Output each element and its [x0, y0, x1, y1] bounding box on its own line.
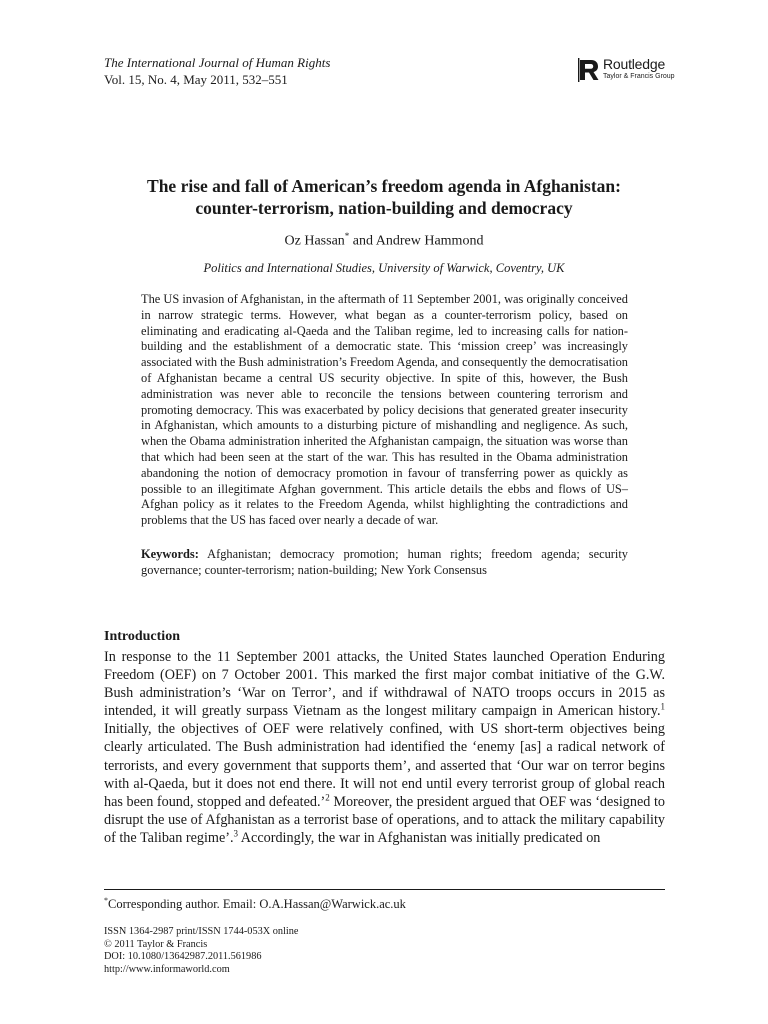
journal-title: The International Journal of Human Rights	[104, 55, 331, 70]
copyright: © 2011 Taylor & Francis	[104, 938, 208, 950]
section-heading-introduction: Introduction	[104, 629, 180, 644]
issn: ISSN 1364-2987 print/ISSN 1744-053X online	[104, 926, 299, 937]
intro-text-part-3: Moreover, the president argued that OEF was ‘designed to disrupt the use of Afghanistan as a terrorist base of operations, and to attack the military capability of the Taliban regime’.	[104, 793, 665, 846]
routledge-logo-icon	[578, 58, 600, 82]
author-join: and	[349, 233, 376, 249]
publisher-url[interactable]: http://www.informaworld.com	[104, 963, 230, 975]
author-1: Oz Hassan	[284, 233, 345, 249]
publisher-group: Taylor & Francis Group	[603, 73, 675, 80]
article-title-line-2: counter-terrorism, nation-building and democracy	[195, 198, 573, 218]
publisher-logo	[578, 56, 688, 84]
introduction-paragraph	[104, 648, 665, 847]
abstract: The US invasion of Afghanistan, in the aftermath of 11 September 2001, was originally conceived in narrow strategic terms. However, what began as a counter-terrorism policy, based on eliminating and eradicating al-Qaeda and the Taliban regime, led to increasing calls for nation-building and the establishment of a democratic state. This ‘mission creep’ was increasingly associated with the Bush administration’s Freedom Agenda, and consequently the democratisation of Afghanistan became a central US security objective. In spite of this, however, the Bush administration was never able to reconcile the tensions between countering terrorism and promoting democracy. This was exacerbated by policy decisions that generated greater insecurity in Afghanistan, which amounts to a disturbing picture of mishandling and negligence. As such, when the Obama administration inherited the Afghanistan campaign, the situation was worse than that which had been seen at the start of the war. This has resulted in the Obama administration abandoning the notion of democracy promotion in favour of transferring power as quickly as possible to an illegitimate Afghan government. This article details the ebbs and flows of US–Afghan policy as it relates to the Freedom Agenda, whilst highlighting the contradictions and problems that the US has faced over nearly a decade of war.	[141, 292, 628, 528]
publisher-name: Routledge	[603, 56, 666, 72]
article-title-line-1: The rise and fall of American’s freedom agenda in Afghanistan:	[147, 176, 621, 196]
footnote-divider	[104, 889, 665, 890]
footnote-mark: *	[104, 896, 108, 905]
footnote-ref-3[interactable]: 3	[233, 828, 239, 839]
corresponding-author-mark: *	[344, 231, 350, 241]
affiliation: Politics and International Studies, University of Warwick, Coventry, UK	[203, 261, 565, 275]
intro-text-part-4: Accordingly, the war in Afghanistan was initially predicated on	[238, 829, 601, 846]
authors	[104, 227, 664, 251]
footnote-ref-1[interactable]: 1	[660, 701, 665, 712]
author-2: Andrew Hammond	[375, 233, 484, 249]
volume-info: Vol. 15, No. 4, May 2011, 532–551	[104, 72, 288, 87]
keywords-label: Keywords:	[141, 547, 199, 561]
doi[interactable]: DOI: 10.1080/13642987.2011.561986	[104, 951, 262, 963]
footnote-ref-2[interactable]: 2	[325, 792, 330, 803]
footnote-text: Corresponding author. Email: O.A.Hassan@Warwick.ac.uk	[108, 897, 406, 912]
keywords	[141, 547, 628, 579]
keywords-text: Afghanistan; democracy promotion; human rights; freedom agenda; security governance; counter-terrorism; nation-building; New York Consensus	[141, 547, 628, 577]
intro-text-part-1: In response to the 11 September 2001 attacks, the United States launched Operation Enduring Freedom (OEF) on 7 October 2001. This marked the first major combat initiative of the G.W. Bush administration’s ‘War on Terror’, and if withdrawal of NATO troops occurs in 2015 as intended, it will greatly surpass Vietnam as the longest military campaign in American history.	[104, 649, 665, 720]
publication-info	[104, 926, 299, 976]
article-title	[104, 175, 664, 219]
intro-text-part-2: Initially, the objectives of OEF were relatively confined, with US short-term objectives being clearly articulated. The Bush administration had identified the ‘enemy [as] a radical network of terrorists, and every government that supports them’, and asserted that ‘Our war on terror begins with al-Qaeda, but it does not end there. It will not end until every terrorist group of global reach has been found, stopped and defeated.’	[104, 721, 665, 810]
corresponding-author-footnote	[104, 893, 406, 912]
journal-header	[104, 54, 330, 88]
